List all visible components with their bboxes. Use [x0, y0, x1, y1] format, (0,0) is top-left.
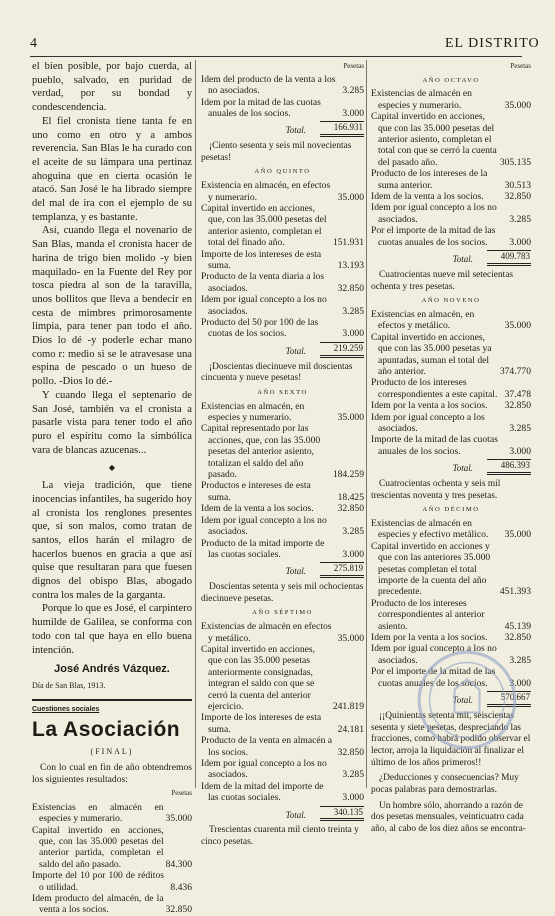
- year-title: AÑO SÉPTIMO: [252, 609, 313, 617]
- ledger-item-text: Idem producto del almacén, de la venta a los socios.: [32, 893, 164, 916]
- ledger-row: [371, 632, 531, 643]
- closing-paragraph: ¡¡Quinientas setenta mil, seiscientas sesenta y siete pesetas, despreciando las fracciones, como habrá podido observar el lector, arroja la liquidación al finalizar el último de los años primeros!!: [371, 710, 531, 768]
- closing-paragraph: ¿Deducciones y consecuencias? Muy pocas palabras para demostrarlas.: [371, 773, 519, 796]
- ledger-item-text: Idem por igual concepto a los no asociados.: [201, 758, 327, 781]
- ledger-row: [201, 758, 364, 781]
- total-label: Total.: [285, 125, 306, 136]
- ledger-total: [201, 806, 364, 822]
- ledger-row: [201, 249, 364, 272]
- ledger-item-text: Idem por igual concepto a los asociados.: [371, 411, 485, 434]
- ledger-item-text: Existencias en almacén, en efectos y metálico.: [371, 308, 475, 332]
- ledger-row: [201, 735, 364, 758]
- total-value: 219.259: [320, 342, 364, 358]
- ledger-item-text: Producto de la venta en almacén a los socios.: [201, 735, 333, 758]
- ledger-item-text: Productos e intereses de esta suma.: [201, 480, 311, 503]
- ledger-total: [201, 562, 364, 578]
- ledger-item-text: Capital invertido en acciones, que, con las 35.000 pesetas del anterior partida, completan el saldo del año pasado.: [32, 824, 164, 870]
- total-value: 340.135: [320, 806, 364, 822]
- ledger-row: [201, 480, 364, 503]
- currency-header: Pesetas: [343, 62, 364, 70]
- ledger-item-amount: 84.300: [165, 858, 192, 870]
- ledger-item-amount: 3.285: [509, 422, 531, 434]
- ledger-total: [371, 250, 531, 266]
- ledger-row: [201, 401, 364, 424]
- total-value: 275.819: [320, 562, 364, 578]
- ledger-item-text: Idem de la mitad del importe de las cuotas sociales.: [201, 780, 324, 804]
- ledger-item-text: Idem por igual concepto a los no asociados.: [371, 202, 497, 225]
- ledger-item-amount: 18.425: [337, 491, 364, 503]
- ledger-item-text: Idem del producto de la venta a los no asociados.: [201, 73, 336, 97]
- ledger-row: [371, 377, 531, 400]
- ledger-total: [201, 121, 364, 137]
- ledger-row: [371, 191, 531, 202]
- ledger-row: [201, 515, 364, 538]
- ledger-item-amount: 37.478: [504, 388, 531, 400]
- ledger-row: [201, 97, 364, 120]
- ledger-item-text: Idem por la venta a los socios.: [371, 632, 488, 644]
- ledger-row: [201, 423, 364, 480]
- total-value: 486.393: [487, 459, 531, 475]
- total-label: Total.: [452, 695, 473, 706]
- ledger-item-amount: 3.000: [342, 792, 364, 804]
- ledger-item-amount: 32.850: [165, 904, 192, 916]
- story-paragraph: El fiel cronista tiene tanta fe en uno como en otro y a ambos reverencia. San Blas le ha curado con el aceite de su lámpara una pertinaz ahoguina que en cierta ocasión le atacó. San José le ha librado siempre del mal de ira con el ejemplo de su templanza, y es bastante.: [32, 115, 192, 223]
- ledger-row: [201, 781, 364, 804]
- ledger-item-text: Capital invertido en acciones y que con las anteriores 35.000 pesetas completan el total importe de la cuenta del año precedente.: [371, 540, 491, 598]
- ledger-item-text: Importe del 10 por 100 de réditos o utilidad.: [32, 870, 164, 893]
- ledger-item-text: Idem por la mitad de las cuotas anuales de los socios.: [201, 96, 321, 119]
- year-title: AÑO NOVENO: [421, 297, 481, 305]
- total-label: Total.: [285, 566, 306, 577]
- ledger-item-amount: 32.850: [504, 632, 531, 644]
- ledger-row: [32, 825, 192, 871]
- ledger-row: [201, 203, 364, 249]
- year-title: AÑO SEXTO: [257, 388, 308, 396]
- article-headline: La Asociación: [32, 718, 181, 742]
- ledger-item-text: Existencias en almacén, en especies y numerario.: [201, 400, 305, 424]
- ledger-item-text: Idem de la venta a los socios.: [201, 503, 314, 515]
- ledger-item-amount: 24.181: [337, 723, 364, 735]
- column-rule: [366, 60, 367, 788]
- ledger-item-amount: 8.436: [170, 881, 192, 893]
- ledger-row: [371, 332, 531, 378]
- ledger-row: [201, 180, 364, 203]
- year-title: AÑO DÉCIMO: [422, 506, 480, 514]
- ledger-row: [371, 168, 531, 191]
- ledger-row: [371, 88, 531, 111]
- total-in-words: ¡Ciento sesenta y seis mil novecientas pesetas!: [201, 141, 352, 163]
- ledger-item-text: Por el importe de la mitad de las cuotas anuales de los socios.: [371, 666, 496, 689]
- ledger-item-amount: 3.000: [342, 328, 364, 340]
- section-label: Cuestiones sociales: [32, 705, 100, 713]
- page-number: 4: [30, 36, 37, 51]
- ledger-item-text: Producto de los intereses de la suma anterior.: [371, 168, 488, 191]
- total-label: Total.: [285, 809, 306, 820]
- closing-paragraph: Un hombre sólo, ahorrando a razón de dos pesetas mensuales, veinticuatro cada año, al cabo de los diez años se encontra-: [371, 800, 526, 835]
- ledger-row: [32, 893, 192, 916]
- section-rule: [32, 699, 192, 701]
- ledger-item-text: Idem por la venta a los socios.: [371, 400, 488, 412]
- column-1: [32, 60, 192, 916]
- year-title: AÑO QUINTO: [254, 168, 311, 176]
- total-value: 570.667: [487, 691, 531, 707]
- ledger-item-text: Idem de la venta a los socios.: [371, 191, 484, 203]
- ledger-item-text: Por el importe de la mitad de las cuotas anuales de los socios.: [371, 225, 496, 248]
- ledger-item-amount: 451.393: [499, 586, 531, 598]
- ledger-quinto: [201, 180, 364, 340]
- ledger-year1-cont: [201, 74, 364, 120]
- ledger-row: [371, 598, 531, 632]
- total-label: Total.: [452, 254, 473, 265]
- ledger-row: [201, 294, 364, 317]
- ledger-item-text: Existencias de almacén en efectos y metálico.: [201, 621, 332, 644]
- total-in-words: Cuatrocientas ochenta y seis mil trescientas noventa y tres pesetas.: [371, 478, 501, 501]
- ledger-total: [201, 342, 364, 358]
- ledger-row: [371, 111, 531, 168]
- ledger-item-amount: 374.770: [499, 365, 531, 377]
- ledger-item-text: Producto de los intereses correspondientes a este capital.: [371, 377, 498, 400]
- ledger-item-amount: 3.000: [509, 236, 531, 248]
- total-label: Total.: [285, 345, 306, 356]
- ledger-item-text: Producto de la mitad importe de las cuotas sociales.: [201, 537, 325, 560]
- ledger-octavo: [371, 88, 531, 248]
- ledger-total: [371, 691, 531, 707]
- ledger-item-text: Existencia en almacén, en efectos y numerario.: [201, 180, 331, 203]
- column-3: [371, 60, 531, 838]
- ledger-item-amount: 35.000: [504, 320, 531, 332]
- total-in-words: Doscientas setenta y seis mil ochocientas diecinueve pesetas.: [201, 582, 364, 604]
- ledger-item-amount: 3.285: [342, 305, 364, 317]
- ledger-total: [371, 459, 531, 475]
- ledger-item-amount: 3.000: [509, 445, 531, 457]
- ledger-item-amount: 3.285: [342, 85, 364, 97]
- ledger-row: [201, 74, 364, 97]
- column-rule: [195, 60, 196, 788]
- top-rule: [30, 56, 522, 57]
- ledger-item-text: Importe de la mitad de las cuotas anuales de los socios.: [371, 434, 498, 457]
- ledger-row: [371, 309, 531, 332]
- dateline: Día de San Blas, 1913.: [32, 680, 106, 690]
- ledger-row: [371, 666, 531, 689]
- total-label: Total.: [452, 463, 473, 474]
- ledger-item-text: Producto de la venta diaria a los asociados.: [201, 271, 325, 294]
- ledger-item-text: Capital invertido en acciones, que con las 35.000 pesetas ya apuntadas, suman el total del año anterior.: [371, 331, 492, 377]
- ledger-item-amount: 3.000: [509, 677, 531, 689]
- currency-header: Pesetas: [510, 62, 531, 70]
- ledger-item-amount: 13.193: [337, 259, 364, 271]
- ledger-item-amount: 30.513: [504, 179, 531, 191]
- ledger-item-amount: 35.000: [337, 412, 364, 424]
- column-2: [201, 60, 364, 851]
- ledger-year1: [32, 802, 192, 916]
- ledger-row: [371, 434, 531, 457]
- ledger-item-amount: 35.000: [504, 99, 531, 111]
- ledger-item-text: Capital invertido en acciones, que con las 35.000 pesetas anteriormente consignadas, integran el saldo con que se cerró la cuenta del anterior ejercicio.: [201, 643, 316, 712]
- ledger-item-amount: 3.285: [509, 213, 531, 225]
- ledger-row: [371, 412, 531, 435]
- ledger-row: [201, 503, 364, 514]
- total-value: 166.931: [320, 121, 364, 137]
- ledger-item-text: Idem por igual concepto a los no asociados.: [371, 643, 497, 666]
- story-paragraph: Porque lo que es José, el carpintero humilde de Galilea, se conforma con todo con tal que haya en ello buena intención.: [32, 603, 192, 656]
- ledger-item-amount: 45.139: [504, 620, 531, 632]
- ledger-item-amount: 35.000: [504, 529, 531, 541]
- ledger-item-text: Existencias de almacén en especies y numerario.: [371, 88, 472, 111]
- ledger-row: [371, 643, 531, 666]
- year-title: AÑO OCTAVO: [422, 76, 480, 84]
- story-paragraph: Y cuando llega el septenario de San José, también va el cronista a pasarle vista para tener todo el año puro el espíritu como la simbólica vara de blancas azucenas...: [32, 389, 192, 456]
- ledger-item-text: Existencias de almacén en especies y efectivo metálico.: [371, 518, 489, 541]
- total-in-words: Cuatrocientas nueve mil setecientas ochenta y tres pesetas.: [371, 269, 514, 292]
- ledger-item-amount: 35.000: [337, 632, 364, 644]
- story-paragraph: el bien posible, por bajo cuerda, al pueblo, salvado, en puridad de verdad, por su bondad y condescendencia.: [32, 61, 192, 114]
- ledger-item-amount: 3.000: [342, 107, 364, 119]
- ledger-sexto: [201, 401, 364, 561]
- story-paragraph: Así, cuando llega el novenario de San Blas, manda el cronista hacer de harina de trigo bien molido -y bien maquilado- en la Fuente del Rey por tosca piedra al son de la taravilla, unos bollitos que lleva a bendecir en cesta de mimbres primorosamente limpia, para tener pan todo el año. Dios lo dé -y poderle echar mano como r: medio si se le atravesase una espina de pescado o un hueso de pollo. -Dios lo dé.-: [32, 225, 192, 388]
- ledger-item-amount: 32.850: [337, 503, 364, 515]
- article-intro: Con lo cual en fin de año obtendremos los siguientes resultados:: [32, 762, 192, 786]
- ledger-row: [371, 541, 531, 598]
- ledger-item-amount: 32.850: [337, 746, 364, 758]
- author-signature: José Andrés Vázquez.: [54, 663, 170, 676]
- masthead: EL DISTRITO: [445, 36, 540, 51]
- currency-header: Pesetas: [171, 789, 192, 798]
- ledger-noveno: [371, 309, 531, 457]
- ledger-row: [201, 621, 364, 644]
- ledger-decimo: [371, 518, 531, 689]
- total-value: 409.783: [487, 250, 531, 266]
- article-subhead: (FINAL): [90, 747, 134, 757]
- ledger-item-text: Producto de los intereses correspondientes al anterior asiento.: [371, 597, 485, 632]
- ledger-item-text: Capital representado por las acciones, que, con las 35.000 pesetas del anterior asiento, totalizan el saldo del año pasado.: [201, 423, 321, 481]
- ledger-row: [371, 225, 531, 248]
- ledger-item-text: Importe de los intereses de esta suma.: [201, 248, 322, 271]
- ledger-item-amount: 305.135: [499, 156, 531, 168]
- ledger-row: [201, 538, 364, 561]
- divider-ornament: ◆: [108, 463, 116, 473]
- ledger-row: [371, 202, 531, 225]
- ledger-item-text: Idem por igual concepto a los no asociados.: [201, 514, 327, 538]
- ledger-row: [201, 644, 364, 712]
- total-in-words: Trescientas cuarenta mil ciento treinta y cinco pesetas.: [201, 825, 359, 848]
- ledger-row: [371, 518, 531, 541]
- ledger-item-amount: 32.850: [504, 191, 531, 203]
- ledger-item-text: Producto del 50 por 100 de las cuotas de los socios.: [201, 317, 319, 340]
- ledger-item-amount: 3.285: [342, 526, 364, 538]
- ledger-item-text: Importe de los intereses de esta suma.: [201, 712, 322, 735]
- ledger-item-amount: 184.259: [332, 469, 364, 481]
- ledger-item-text: Existencias en almacén en especies y numerario.: [32, 801, 164, 825]
- ledger-item-amount: 35.000: [337, 191, 364, 203]
- ledger-row: [201, 712, 364, 735]
- ledger-row: [201, 317, 364, 340]
- ledger-septimo: [201, 621, 364, 804]
- ledger-item-amount: 35.000: [165, 813, 192, 825]
- ledger-row: [371, 400, 531, 411]
- ledger-row: [32, 802, 192, 825]
- ledger-item-amount: 241.819: [332, 700, 364, 712]
- story-paragraph: La vieja tradición, que tiene inocencias infantiles, ha sugerido hoy al cronista los renglones presentes que, si son malos, como tratan de santos, ellos harán el milagro de hacerlos buenos en gracia a que así quise que resultaran para que fuesen dignos del obispo Blas, abogado contra los males de la garganta.: [32, 480, 192, 601]
- ledger-row: [201, 271, 364, 294]
- ledger-row: [32, 870, 192, 893]
- ledger-item-amount: 3.285: [509, 654, 531, 666]
- total-in-words: ¡Doscientas diecinueve mil doscientas cincuenta y nueve pesetas!: [201, 361, 353, 384]
- ledger-item-text: Capital invertido en acciones, que, con las 35.000 pesetas del anterior asiento, completan el total del finado año.: [201, 202, 327, 249]
- ledger-item-amount: 3.285: [342, 769, 364, 781]
- ledger-item-amount: 32.850: [337, 282, 364, 294]
- ledger-item-amount: 3.000: [342, 548, 364, 560]
- ledger-item-text: Idem por igual concepto a los no asociados.: [201, 294, 327, 317]
- ledger-item-amount: 151.931: [332, 237, 364, 249]
- ledger-item-text: Capital invertido en acciones, que con las 35.000 pesetas del anterior asiento, completan el total con que se cerró la cuenta del pasado año.: [371, 111, 497, 168]
- ledger-item-amount: 32.850: [504, 400, 531, 412]
